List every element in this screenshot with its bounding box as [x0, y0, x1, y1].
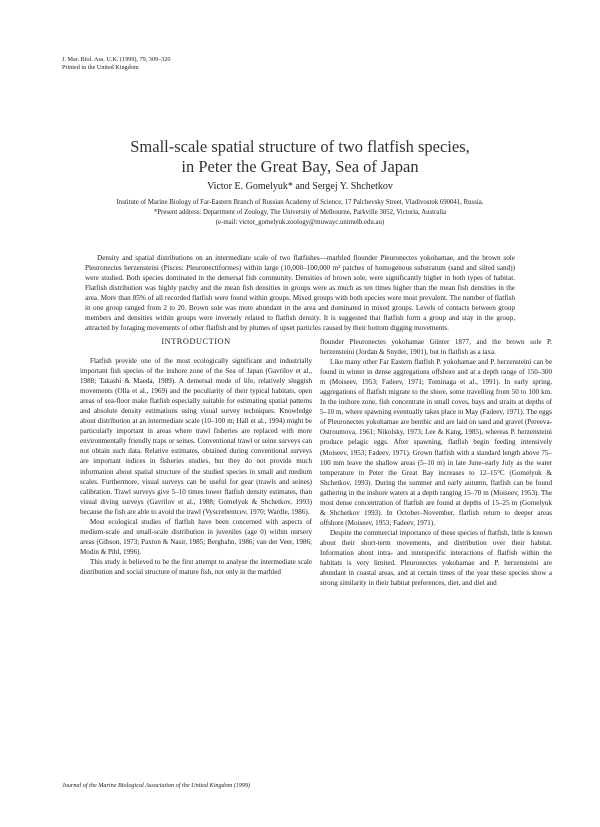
paragraph: flounder Pleuronectes yokohamae Günter 1877, and the brown sole P. herzensteini (Jordan & Snyder, 1901), but in flatfish as a taxa. — [320, 338, 552, 357]
paragraph: Despite the commercial importance of these species of flatfish, little is known about their short-term movements, and distribution over their habitat. Information about intra- and interspecific interactions of flatfish within the habitats is very limited. Pleuronectes yokohamae and P. herzensteini are abundant in coastal areas, and at certain times of the year these species show a strong similarity in their habitat preferences, diet, and diel and — [320, 528, 552, 588]
paragraph: Most ecological studies of flatfish have been concerned with aspects of medium-scale and small-scale distribution in juveniles (age 0) within nursery areas (Gibson, 1973; Paxton & Nasir, 1985; Berghahn, 1986; van der Veer, 1986; Modin & Pihl, 1996). — [80, 517, 312, 556]
affiliation — [40, 198, 560, 228]
affiliation-email: (e-mail: victor_gomelyuk.zoology@muwayc.unimelb.edu.au) — [215, 219, 385, 226]
affiliation-line-2: *Present address: Department of Zoology, The University of Melbourne, Parkville 3052, Victoria, Australia — [153, 209, 447, 216]
paper-title — [60, 137, 540, 177]
printed-line: Printed in the United Kingdom — [62, 64, 139, 71]
abstract: Density and spatial distributions on an intermediate scale of two flatfishes—marbled flounder Pleuronectes yokohamae, and the brown sole Pleuronectes herzensteini (Pisces: Pleuronectiformes) within large (10,000–100,000 m² patches of homogenous substratum (sand and silted sand)) were studied. Both species dominated in the demersal fish community. Densities of brown sole, were significantly higher in both types of habitat. Flatfish distribution was highly patchy and the mean fish densities in groups were as much as ten times higher than the mean fish densities in the area. More than 85% of all recorded flatfish were found within groups. Mixed groups with both species were most prevalent. The number of flatfish in one group ranged from 2 to 20. Brown sole was more abundant in the area and dominated in mixed groups. Levels of contacts between group members and densities within groups were inversely related to flatfish density. It is suggested that flatfish form a group and stay in the group, attracted by foraging movements of other flatfish and by plumes of upset particles caused by their bottom digging movements. — [85, 254, 515, 332]
left-column — [80, 356, 312, 577]
affiliation-line-1: Institute of Marine Biology of Far-Eastern Branch of Russian Academy of Science, 17 Palchevsky Street, Vladivostok 690041, Russia. — [116, 199, 484, 206]
title-line-2: in Peter the Great Bay, Sea of Japan — [181, 157, 419, 176]
paragraph: This study is believed to be the first attempt to analyse the intermediate scale distribution and social structure of mature fish, not only in the marbled — [80, 557, 312, 576]
authors: Victor E. Gomelyuk* and Sergej Y. Shchetkov — [207, 181, 393, 192]
paragraph: Flatfish provide one of the most ecologically significant and industrially important fish species of the inshore zone of the Sea of Japan (Gavrilov et al., 1988; Takashi & Maeda, 1989). A demersal mode of life, relatively sluggish movements (Olla et al., 1969) and the peculiarity of their typical habitats, open areas of sea-floor make flatfish especially suitable for estimating spatial patterns and absolute density estimations using visual survey techniques. Knowledge about distribution at an intermediate scale (10–100 m; Hall et al., 1994) might be particularly important in areas where trawl fisheries are replaced with more environmentally friendly traps or seines. Conventional trawl or seine surveys can not obtain such data. Relative estimates, obtained during conventional surveys are important indices in fisheries studies, but they do not provide much information about spatial structure of the studied species in small and medium scales. Furthermore, visual surveys can be useful for gear (trawls and seines) calibration. Trawl surveys give 5–10 times lower flatfish density estimates, than visual diving surveys (Gavrilov et al., 1988; Gomelyuk & Shchetkov, 1993) because the fish are able to avoid the trawl (Vyscrebentcev, 1970; Wardle, 1986). — [80, 357, 312, 516]
journal-footer: Journal of the Marine Biological Association of the United Kingdom (1999) — [62, 782, 251, 789]
title-line-1: Small-scale spatial structure of two flatfish species, — [130, 137, 470, 156]
paragraph: Like many other Far Eastern flatfish P. yokohamae and P. herzensteini can be found in winter in dense aggregations offshore and at a depth range of 150–300 m (Moiseev, 1953; Fadeev, 1971; Tominaga et al., 1991). In early spring, aggregations of flatfish migrate to the shore, some travelling from 50 to 100 km. In the inshore zone, fish concentrate in small coves, bays and straits at depths of 5–10 m, where spawning eventually takes place in May (Fadeev, 1971). The eggs of Pleuronectes yokohamae are benthic and are laid on sand and gravel (Pereeva-Ostroumova, 1961; Nikolsky, 1973; Lee & Kang, 1985), whereas P. herzensteini produce pelagic eggs. After spawning, flatfish begin feeding intensively (Moiseev, 1953; Fadeev, 1971). Grown flatfish with a standard length above 75–100 mm leave the shallow areas (5–10 m) in late June–early July as the water temperature in Peter the Great Bay increases to 12–15°C (Gomelyuk & Shchetkov, 1993). During the summer and early autumn, flatfish can be found gathering in the inshore waters at a depth ranging 15–70 m (Moiseev, 1953). The most dense concentration of flatfish are found at depths of 15–25 m (Gomelyuk & Shchetkov 1993). In October–November, flatfish return to deeper areas offshore (Moiseev, 1953; Fadeev, 1971). — [320, 358, 552, 527]
citation-line: J. Mar. Biol. Ass. U.K. (1999), 79, 309–320 — [62, 56, 171, 63]
right-column — [320, 337, 552, 588]
section-heading: INTRODUCTION — [161, 337, 231, 346]
journal-header — [62, 56, 170, 72]
